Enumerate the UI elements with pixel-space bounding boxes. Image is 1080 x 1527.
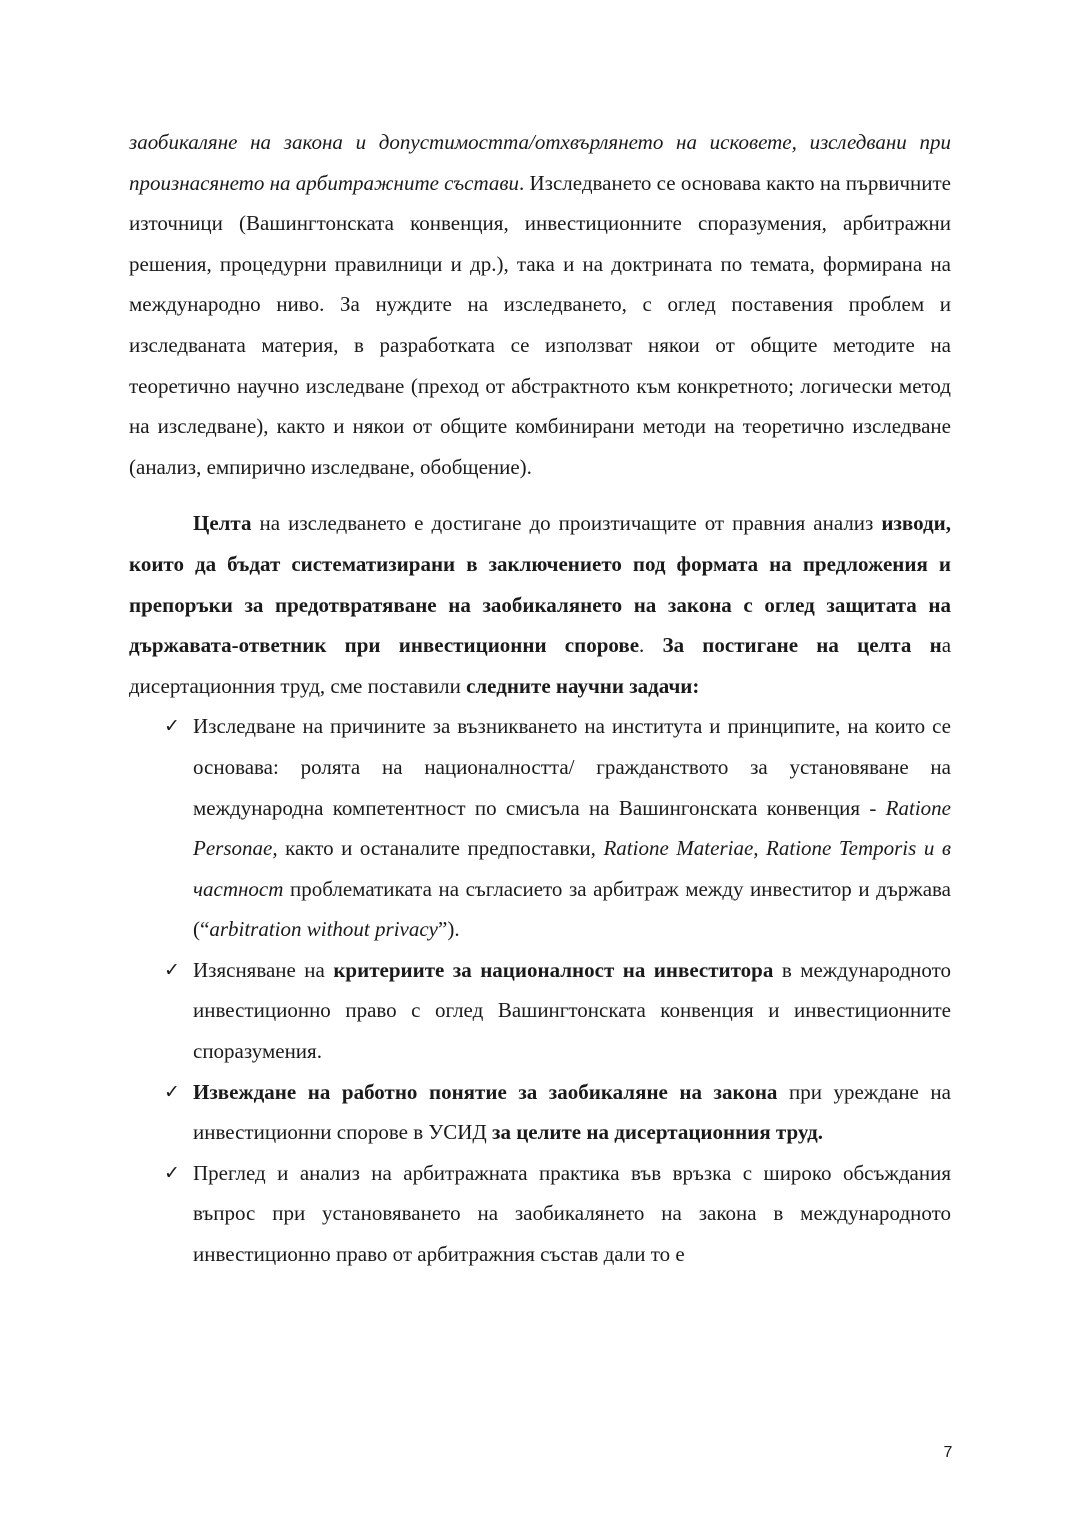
- bold-text: Целта: [193, 511, 252, 536]
- bold-text: изводи, които да бъдат систематизирани в заключението под формата на предложения и препоръки за предотвратяване на заобикалянето на закона с оглед защитата на държавата-ответник при инвестиционни спорове: [129, 511, 951, 658]
- bold-text: За постигане на целта н: [662, 633, 942, 658]
- text-span: както и останалите предпоставки: [277, 836, 591, 861]
- text-span: проблематиката на съгласието за арбитраж между инвеститор и държава (“: [193, 876, 951, 942]
- text-span: Изясняване на: [193, 957, 334, 982]
- italic-text: Ratione Personae,: [193, 795, 951, 861]
- paragraph-goal: [129, 503, 951, 706]
- text-span: на изследването е достигане до произтичащите от правния анализ: [251, 511, 882, 536]
- page-number: 7: [943, 1444, 953, 1461]
- text-span: Преглед и анализ на арбитражната практика във връзка с широко обсъждания въпрос при установяването на заобикалянето на закона в международното инвестиционно право от арбитражния състав дали то е: [193, 1160, 951, 1267]
- list-item: [129, 1072, 951, 1153]
- italic-text: , Ratione Materiae, Ratione Temporis и в частност: [193, 836, 951, 901]
- checkmark-icon: ✓: [164, 1161, 180, 1184]
- paragraph-methodology: [129, 122, 951, 487]
- text-span: Изследването се основава както на първичните източници (Вашингтонската конвенция, инвестиционните споразумения, арбитражни решения, процедурни правилници и др.), така и на доктрината по темата, формирана на международно ниво. За нуждите на изследването, с оглед поставения проблем и изследваната материя, в разработката се използват някои от общите методите на теоретично научно изследване (преход от абстрактното към конкретното; логически метод на изследване), както и някои от общите комбинирани методи на теоретично изследване (анализ, емпирично изследване, обобщение).: [129, 170, 952, 479]
- text-span: Изследване на причините за възникването на института и принципите, на които се основава: ролята на националността/ гражданството за установяване на международна компетентност по смисъла на Вашингонската конвенция -: [193, 714, 951, 820]
- text-span: ”).: [438, 917, 460, 942]
- text-span: в международното инвестиционно право с оглед Вашингтонската конвенция и инвестиционните споразумения.: [193, 957, 951, 1064]
- bold-text: Извеждане на работно понятие за заобикаляне на закона: [193, 1079, 778, 1104]
- italic-text: arbitration without privacy: [209, 917, 438, 942]
- checkmark-icon: ✓: [164, 1080, 180, 1103]
- checkmark-icon: ✓: [164, 715, 180, 738]
- text-span: а дисертационния труд, сме поставили: [129, 633, 952, 698]
- list-item: [129, 706, 951, 950]
- text-span: .: [639, 633, 663, 658]
- text-span: .: [519, 170, 530, 195]
- bold-text: критериите за националност на инвеститора: [333, 957, 774, 982]
- checkmark-icon: ✓: [164, 958, 180, 981]
- tasks-list: [129, 706, 951, 1274]
- bold-text: следните научни задачи:: [466, 673, 700, 698]
- list-item: [129, 1153, 951, 1275]
- bold-text: за целите на дисертационния труд.: [492, 1120, 823, 1145]
- list-item: [129, 950, 951, 1072]
- page-body: [129, 122, 951, 1275]
- italic-lead-text: заобикаляне на закона и допустимостта/отхвърлянето на исковете, изследвани при произнасянето на арбитражните състави: [129, 130, 951, 195]
- text-span: при уреждане на инвестиционни спорове в УСИД: [193, 1079, 951, 1145]
